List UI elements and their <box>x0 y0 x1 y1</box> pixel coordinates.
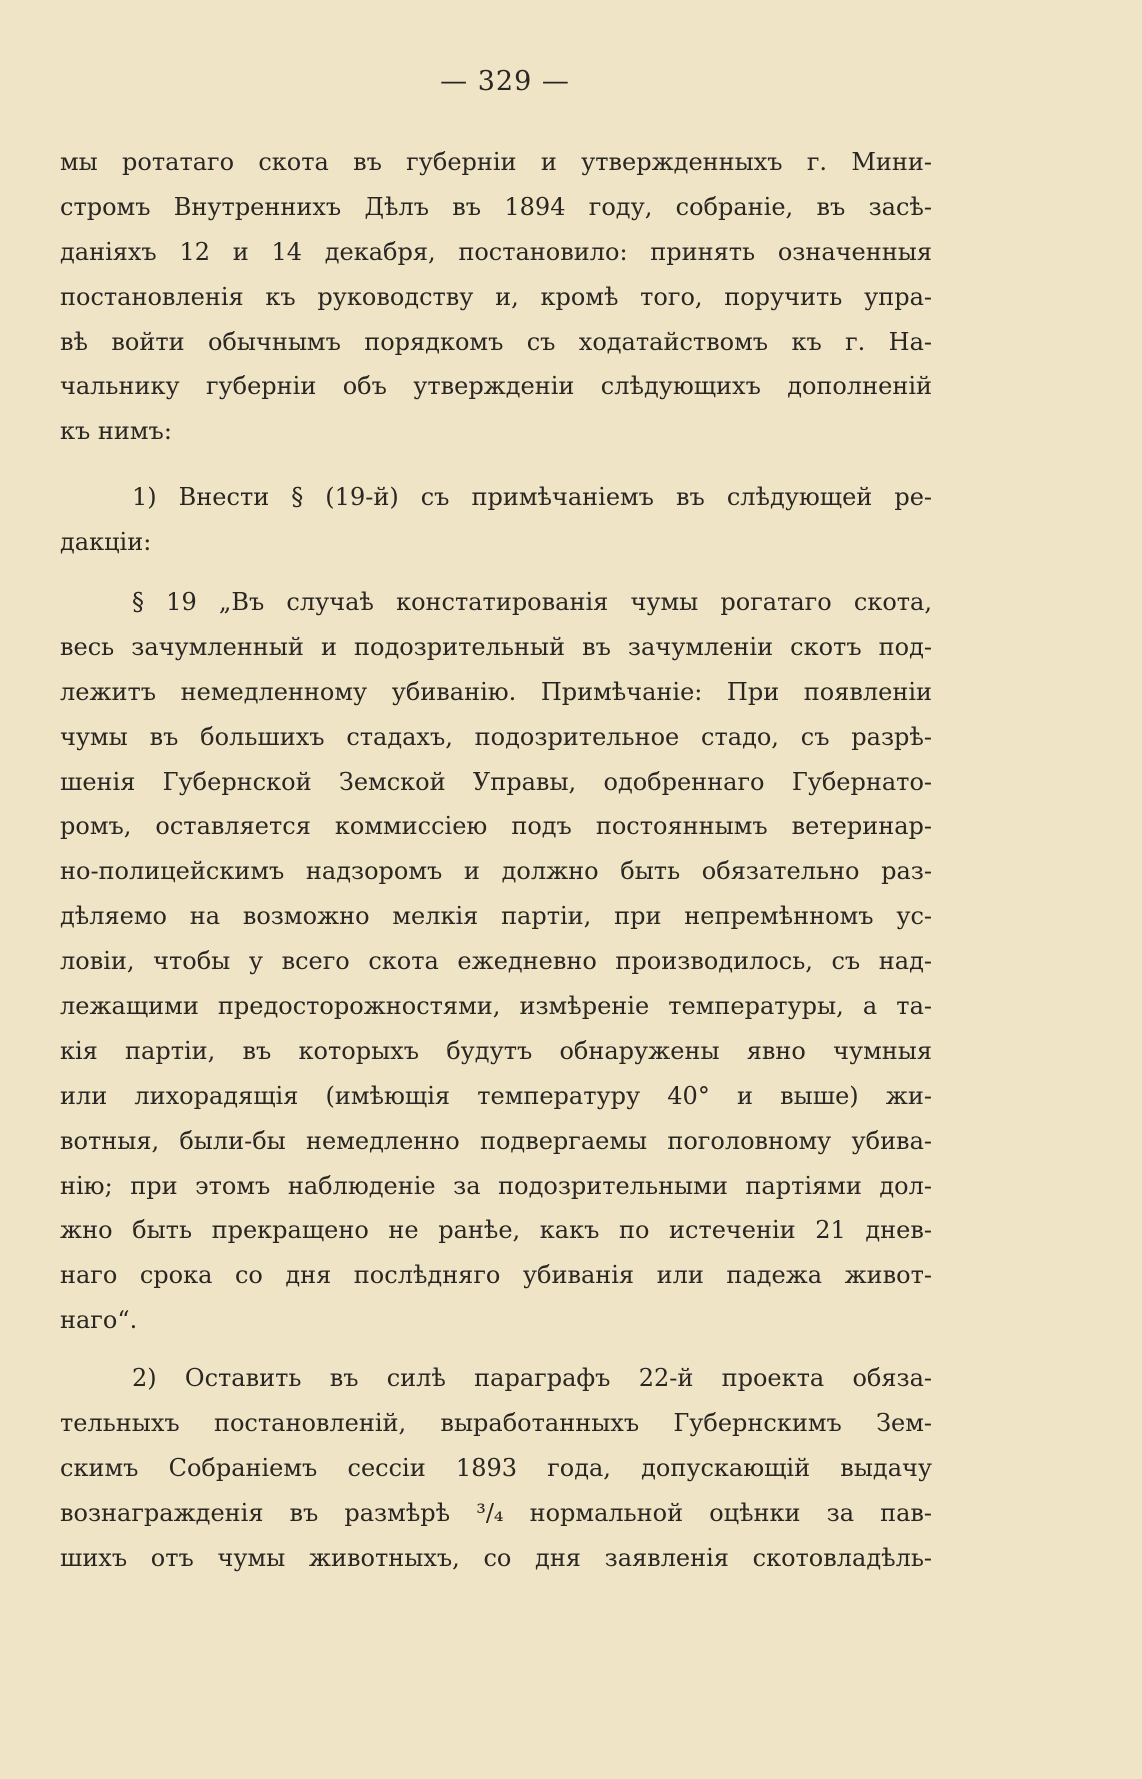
paragraph-item-1 <box>60 475 932 565</box>
text-line: жно быть прекращено не ранѣе, какъ по истеченіи 21 днев- <box>60 1216 932 1245</box>
text-line: тельныхъ постановленій, выработанныхъ Губернскимъ Зем- <box>60 1408 932 1437</box>
text-line: наго срока со дня послѣдняго убиванія или падежа живот- <box>60 1261 932 1290</box>
text-line: § 19 „Въ случаѣ констатированія чумы рогатаго скота, <box>132 588 932 616</box>
text-line: вознагражденія въ размѣрѣ ³/₄ нормальной оцѣнки за пав- <box>60 1498 932 1527</box>
text-line: ромъ, оставляется коммиссіею подъ постояннымъ ветеринар- <box>60 812 932 841</box>
text-line: кія партіи, въ которыхъ будутъ обнаружены явно чумныя <box>60 1036 932 1065</box>
paragraph-item-2 <box>60 1356 932 1580</box>
text-line: 2) Оставить въ силѣ параграфъ 22-й проекта обяза- <box>132 1364 932 1392</box>
text-line: весь зачумленный и подозрительный въ зачумленіи скотъ под- <box>60 632 932 661</box>
text-line: дѣляемо на возможно мелкія партіи, при непремѣнномъ ус- <box>60 902 932 931</box>
text-line: стромъ Внутреннихъ Дѣлъ въ 1894 году, собраніе, въ засѣ- <box>60 192 932 221</box>
text-line: шихъ отъ чумы животныхъ, со дня заявленія скотовладѣль- <box>60 1543 932 1572</box>
text-line: постановленія къ руководству и, кромѣ того, поручить упра- <box>60 282 932 311</box>
paragraph-intro <box>60 140 932 454</box>
text-line: мы ротатаго скота въ губерніи и утвержденныхъ г. Мини- <box>60 148 932 176</box>
text-line: наго“. <box>60 1306 138 1335</box>
text-line: но-полицейскимъ надзоромъ и должно быть обязательно раз- <box>60 857 932 886</box>
text-line: чальнику губерніи объ утвержденіи слѣдующихъ дополненій <box>60 372 932 401</box>
text-line: чумы въ большихъ стадахъ, подозрительное стадо, съ разрѣ- <box>60 722 932 751</box>
text-line: даніяхъ 12 и 14 декабря, постановило: принять означенныя <box>60 237 932 266</box>
text-line: скимъ Собраніемъ сессіи 1893 года, допускающій выдачу <box>60 1453 932 1482</box>
text-line: вотныя, были-бы немедленно подвергаемы поголовному убива- <box>60 1126 932 1155</box>
text-line: лежащими предосторожностями, измѣреніе температуры, а та- <box>60 992 932 1021</box>
text-line: нію; при этомъ наблюденіе за подозрительными партіями дол- <box>60 1171 932 1200</box>
paragraph-section-19 <box>60 580 932 1343</box>
text-line: шенія Губернской Земской Управы, одобреннаго Губернато- <box>60 767 932 796</box>
text-line: лежитъ немедленному убиванію. Примѣчаніе: При появленіи <box>60 677 932 706</box>
text-line: 1) Внести § (19-й) съ примѣчаніемъ въ слѣдующей ре- <box>132 483 932 511</box>
text-line: дакціи: <box>60 527 152 556</box>
text-line: ловіи, чтобы у всего скота ежедневно производилось, съ над- <box>60 947 932 976</box>
text-line: къ нимъ: <box>60 417 172 446</box>
text-line: вѣ войти обычнымъ порядкомъ съ ходатайствомъ къ г. На- <box>60 327 932 356</box>
page-number: — 329 — <box>440 66 570 97</box>
text-line: или лихорадящія (имѣющія температуру 40° и выше) жи- <box>60 1081 932 1110</box>
